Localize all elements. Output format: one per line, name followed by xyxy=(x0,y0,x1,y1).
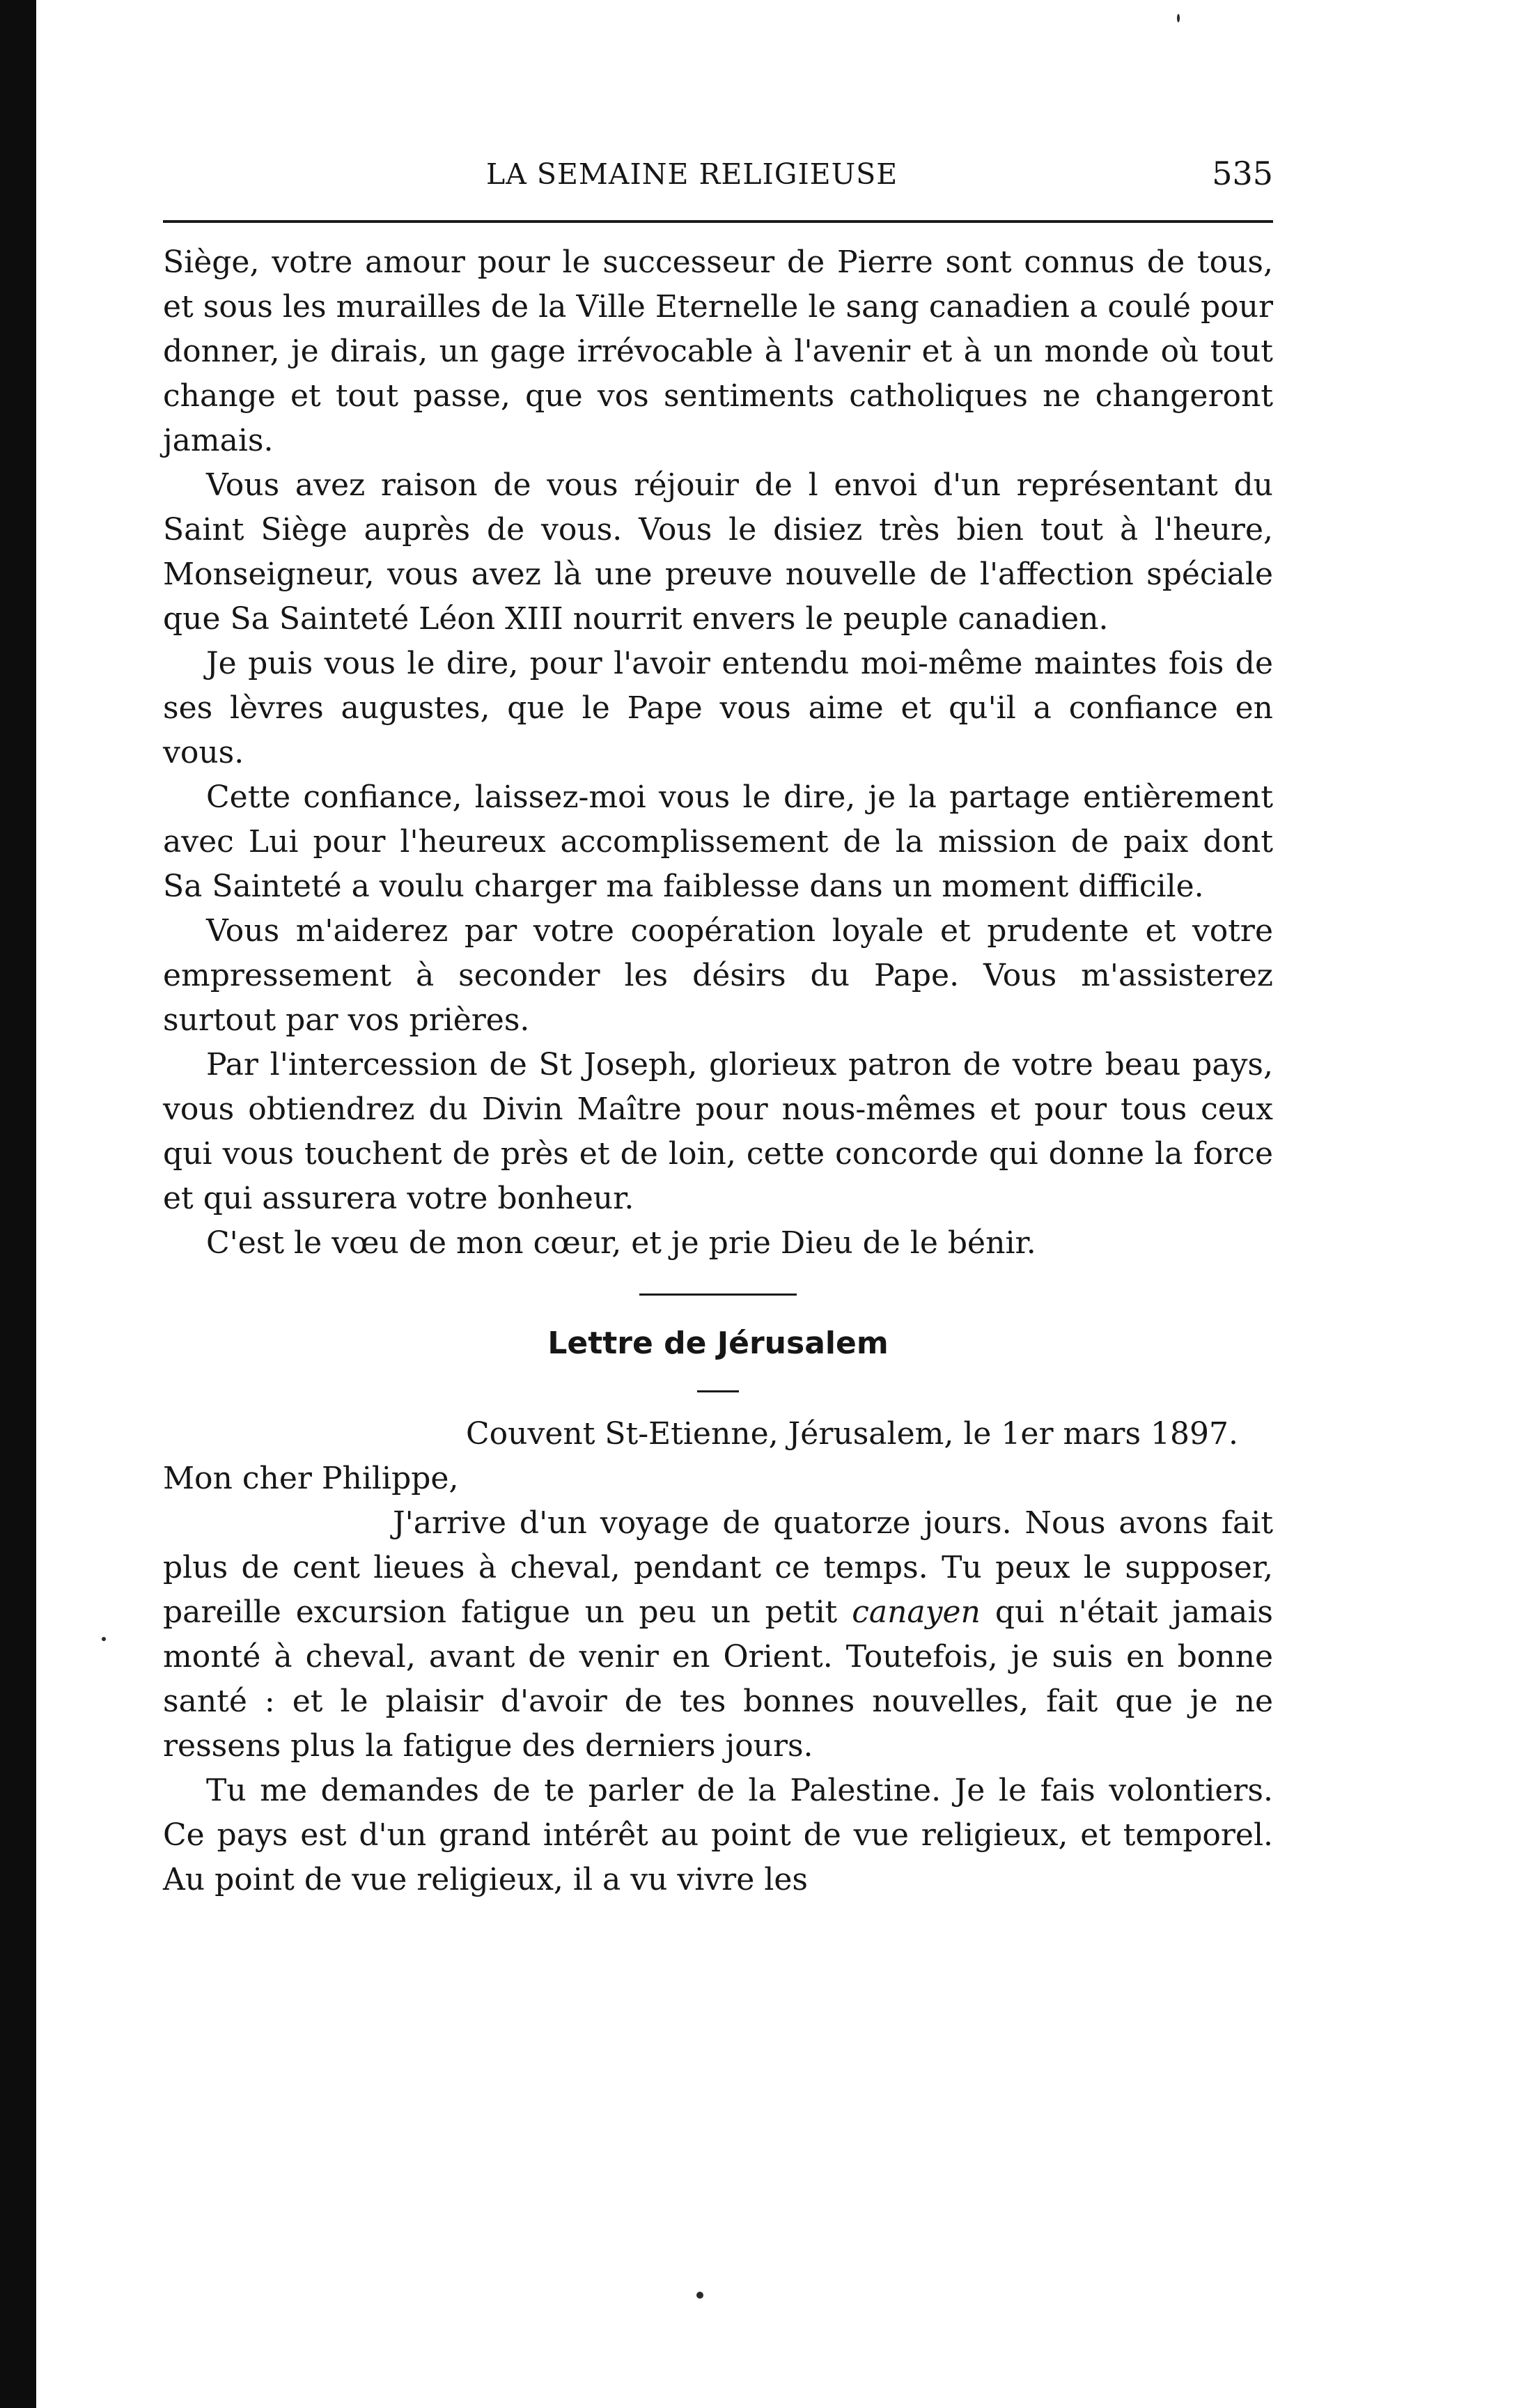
running-head xyxy=(163,155,1273,196)
letter-paragraph xyxy=(163,1501,1273,1769)
header-rule xyxy=(163,220,1273,223)
scan-speck xyxy=(1177,14,1180,22)
letter-text: J'arrive d'un voyage de quatorze jours. Nous avons fait plus de cent lieues à cheval, pendant ce temps. Tu peux le supposer, pareille excursion fatigue un peu un petit xyxy=(163,1505,1273,1630)
letter-salutation: Mon cher Philippe, xyxy=(163,1461,459,1496)
section-divider xyxy=(639,1294,797,1296)
article-heading: Lettre de Jérusalem xyxy=(547,1326,889,1361)
page-body xyxy=(163,240,1273,1902)
speech-paragraph: Par l'intercession de St Joseph, glorieux patron de votre beau pays, vous obtiendrez du Divin Maître pour nous-mêmes et pour tous ceux qui vous touchent de près et de loin, cette concorde qui donne la force et qui assurera votre bonheur. xyxy=(163,1047,1273,1216)
italic-word: canayen xyxy=(852,1594,981,1630)
page-binding-edge xyxy=(0,0,36,2408)
speech-paragraph: Cette confiance, laissez-moi vous le dire, je la partage entièrement avec Lui pour l'heureux accomplissement de la mission de paix dont Sa Sainteté a voulu charger ma faiblesse dans un moment difficile. xyxy=(163,779,1273,904)
speech-paragraph: Vous m'aiderez par votre coopération loyale et prudente et votre empressement à seconder les désirs du Pape. Vous m'assisterez surtout par vos prières. xyxy=(163,913,1273,1038)
speech-paragraph: C'est le vœu de mon cœur, et je prie Dieu de le bénir. xyxy=(206,1225,1036,1261)
scan-speck xyxy=(102,1637,106,1641)
running-title: LA SEMAINE RELIGIEUSE xyxy=(486,157,898,191)
scan-speck xyxy=(696,2292,703,2299)
letter-paragraph: Tu me demandes de te parler de la Palestine. Je le fais volontiers. Ce pays est d'un grand intérêt au point de vue religieux, et temporel. Au point de vue religieux, il a vu vivre les xyxy=(163,1773,1273,1897)
page-number: 535 xyxy=(1212,155,1273,192)
speech-paragraph: Je puis vous le dire, pour l'avoir entendu moi-même maintes fois de ses lèvres augustes, que le Pape vous aime et qu'il a confiance en vous. xyxy=(163,646,1273,770)
letter-dateline: Couvent St-Etienne, Jérusalem, le 1er mars 1897. xyxy=(465,1416,1238,1452)
heading-dash xyxy=(697,1390,739,1392)
letter-text: qui n'était jamais monté à cheval, avant de venir en Orient. Toutefois, je suis en bonne santé : et le plaisir d'avoir de tes bonnes nouvelles, fait que je ne ressens plus la fatigue des derniers jours. xyxy=(163,1594,1273,1764)
speech-continuation: Siège, votre amour pour le successeur de Pierre sont connus de tous, et sous les murailles de la Ville Eternelle le sang canadien a coulé pour donner, je dirais, un gage irrévocable à l'avenir et à un monde où tout change et tout passe, que vos sentiments catholiques ne changeront jamais. xyxy=(163,244,1273,458)
speech-paragraph: Vous avez raison de vous réjouir de l envoi d'un représentant du Saint Siège auprès de vous. Vous le disiez très bien tout à l'heure, Monseigneur, vous avez là une preuve nouvelle de l'affection spéciale que Sa Sainteté Léon XIII nourrit envers le peuple canadien. xyxy=(163,467,1273,637)
